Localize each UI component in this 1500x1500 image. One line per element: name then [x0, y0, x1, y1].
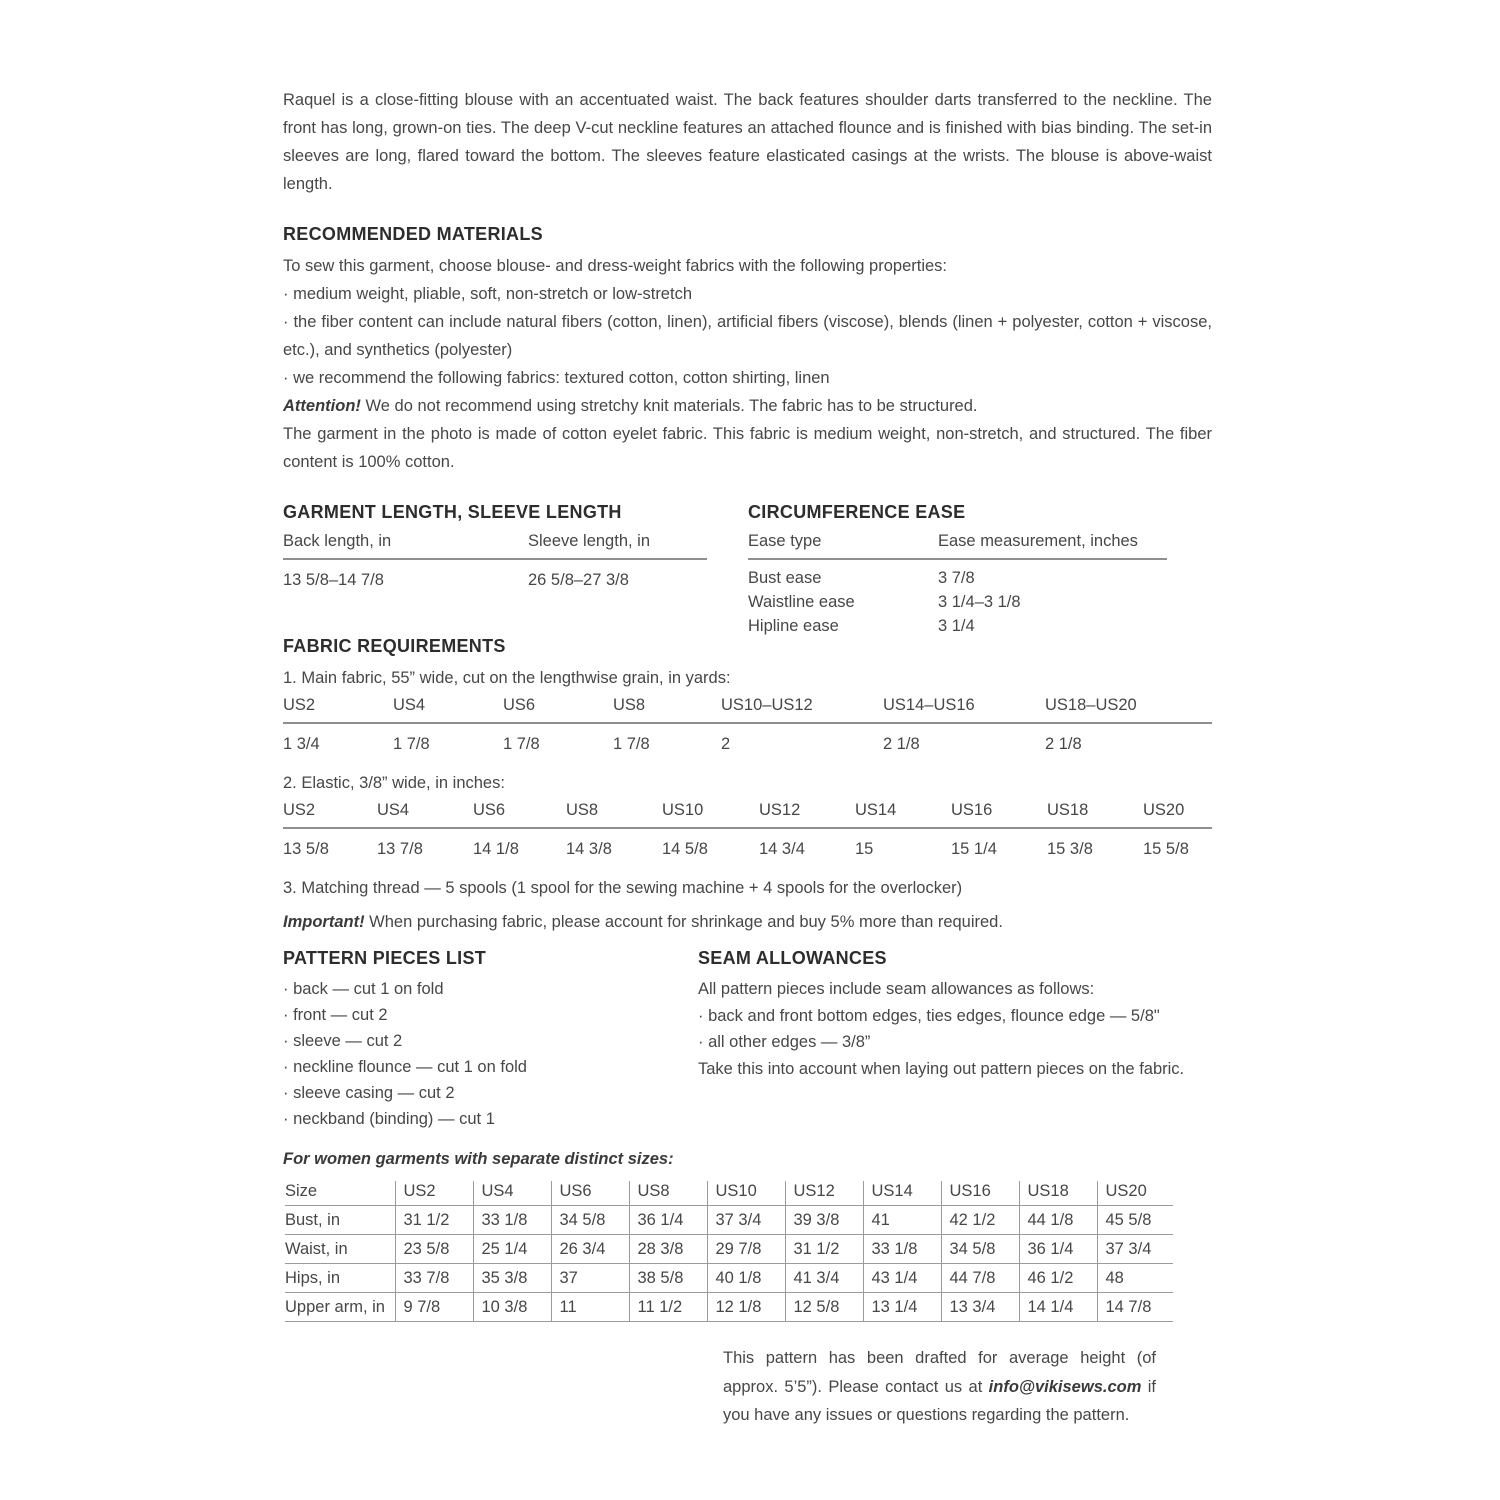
circumference-ease-section — [748, 500, 1167, 637]
table-cell: US14 — [855, 799, 951, 828]
table-cell: 9 7/8 — [395, 1293, 473, 1322]
table-cell: US20 — [1143, 799, 1212, 828]
table-cell: 15 — [855, 840, 874, 858]
table-header-row — [283, 799, 1212, 828]
pattern-piece-item: · neckline flounce — cut 1 on fold — [283, 1058, 527, 1076]
garment-length-section — [283, 500, 707, 591]
table-cell: Bust, in — [285, 1206, 395, 1235]
table-cell: 3 7/8 — [938, 569, 975, 587]
attention-label: Attention! — [283, 397, 361, 415]
table-cell: 29 7/8 — [707, 1235, 785, 1264]
table-header-row — [283, 530, 707, 559]
intro-paragraph: Raquel is a close-fitting blouse with an accentuated waist. The back features shoulder darts transferred to the neckline. The front has long, grown-on ties. The deep V-cut neckline features an attached flounce and is finished with bias binding. The set-in sleeves are long, flared toward the bottom. The sleeves feature elasticated casings at the wrists. The blouse is above-waist length. — [283, 91, 1212, 193]
seam-allowances-line: · all other edges — 3/8” — [698, 1033, 871, 1051]
table-cell: Size — [285, 1181, 395, 1206]
table-cell: 26 5/8–27 3/8 — [528, 571, 629, 589]
table-cell: US8 — [566, 799, 662, 828]
table-row — [285, 1264, 1173, 1293]
table-cell: Ease type — [748, 530, 938, 559]
table-cell: US18 — [1019, 1181, 1097, 1206]
table-cell: 37 3/4 — [707, 1206, 785, 1235]
table-row — [285, 1293, 1173, 1322]
table-cell: 13 5/8–14 7/8 — [283, 571, 384, 589]
table-cell: US14–US16 — [883, 694, 1045, 723]
table-cell: 46 1/2 — [1019, 1264, 1097, 1293]
elastic-table — [283, 799, 1212, 860]
table-cell: 28 3/8 — [629, 1235, 707, 1264]
table-cell: 13 1/4 — [863, 1293, 941, 1322]
table-cell: 23 5/8 — [395, 1235, 473, 1264]
table-cell: US4 — [377, 799, 473, 828]
table-cell: 45 5/8 — [1097, 1206, 1173, 1235]
table-header-row — [283, 694, 1212, 723]
table-cell: US16 — [951, 799, 1047, 828]
table-cell: Waist, in — [285, 1235, 395, 1264]
table-cell: 31 1/2 — [395, 1206, 473, 1235]
table-cell: US8 — [629, 1181, 707, 1206]
table-cell: 38 5/8 — [629, 1264, 707, 1293]
fabric-requirements-heading: FABRIC REQUIREMENTS — [283, 636, 506, 656]
table-cell: 15 1/4 — [951, 840, 997, 858]
table-cell: 13 5/8 — [283, 840, 329, 858]
table-cell: 14 1/4 — [1019, 1293, 1097, 1322]
footer-text-after: if you have any issues or questions regarding the pattern. — [723, 1377, 1157, 1424]
table-cell: 3 1/4–3 1/8 — [938, 593, 1021, 611]
table-cell: 36 1/4 — [1019, 1235, 1097, 1264]
table-header-row — [748, 530, 1167, 559]
table-cell: US4 — [393, 694, 503, 723]
table-cell: 43 1/4 — [863, 1264, 941, 1293]
seam-allowances-section — [698, 946, 1214, 1082]
thread-note: 3. Matching thread — 5 spools (1 spool for the sewing machine + 4 spools for the overlocker) — [283, 879, 963, 897]
materials-photo-note: The garment in the photo is made of cotton eyelet fabric. This fabric is medium weight, non-stretch, and structured. The fiber content is 100% cotton. — [283, 425, 1212, 471]
table-cell: US6 — [503, 694, 613, 723]
table-cell: 2 1/8 — [883, 735, 920, 753]
materials-bullet: · the fiber content can include natural fibers (cotton, linen), artificial fibers (viscose), blends (linen + polyester, cotton + viscose, etc.), and synthetics (polyester) — [283, 313, 1212, 359]
table-cell: 25 1/4 — [473, 1235, 551, 1264]
table-cell: 1 7/8 — [393, 735, 430, 753]
attention-text: We do not recommend using stretchy knit materials. The fabric has to be structured. — [360, 397, 978, 415]
table-row — [748, 559, 1167, 589]
table-cell: 34 5/8 — [941, 1235, 1019, 1264]
table-cell: 12 5/8 — [785, 1293, 863, 1322]
pattern-piece-item: · sleeve casing — cut 2 — [283, 1084, 455, 1102]
elastic-label: 2. Elastic, 3/8” wide, in inches: — [283, 774, 505, 792]
table-cell: 42 1/2 — [941, 1206, 1019, 1235]
pattern-piece-item: · back — cut 1 on fold — [283, 980, 444, 998]
table-cell: 31 1/2 — [785, 1235, 863, 1264]
important-note — [283, 908, 1212, 936]
pattern-piece-item: · front — cut 2 — [283, 1006, 388, 1024]
table-cell: US18 — [1047, 799, 1143, 828]
table-cell: 41 — [863, 1206, 941, 1235]
table-cell: 36 1/4 — [629, 1206, 707, 1235]
table-cell: US10 — [707, 1181, 785, 1206]
table-cell: 44 7/8 — [941, 1264, 1019, 1293]
table-cell: 14 1/8 — [473, 840, 519, 858]
size-measurements-table — [285, 1181, 1173, 1322]
table-cell: 14 7/8 — [1097, 1293, 1173, 1322]
table-cell: Upper arm, in — [285, 1293, 395, 1322]
recommended-materials-section — [283, 222, 1212, 476]
table-cell: 41 3/4 — [785, 1264, 863, 1293]
table-cell: Bust ease — [748, 569, 822, 587]
table-cell: 12 1/8 — [707, 1293, 785, 1322]
table-cell: US18–US20 — [1045, 694, 1212, 723]
garment-length-table — [283, 530, 707, 591]
table-cell: 48 — [1097, 1264, 1173, 1293]
seam-allowances-line: · back and front bottom edges, ties edges, flounce edge — 5/8" — [698, 1006, 1160, 1025]
table-cell: 33 1/8 — [863, 1235, 941, 1264]
pattern-pieces-section — [283, 946, 683, 1132]
materials-bullet: · medium weight, pliable, soft, non-stretch or low-stretch — [283, 285, 692, 303]
table-cell: US12 — [759, 799, 855, 828]
table-row — [283, 723, 1212, 755]
table-cell: Ease measurement, inches — [938, 530, 1167, 559]
table-cell: 1 7/8 — [613, 735, 650, 753]
table-cell: 33 7/8 — [395, 1264, 473, 1293]
table-header-row — [285, 1181, 1173, 1206]
table-row — [285, 1235, 1173, 1264]
footer-text-before: This pattern has been drafted for average height (of approx. 5’5”). Please contact us at — [723, 1349, 1156, 1396]
table-cell: US16 — [941, 1181, 1019, 1206]
table-cell: Hipline ease — [748, 617, 839, 635]
materials-bullet: · we recommend the following fabrics: textured cotton, cotton shirting, linen — [283, 369, 830, 387]
table-cell: 1 3/4 — [283, 735, 320, 753]
table-cell: US10 — [662, 799, 759, 828]
pattern-piece-item: · neckband (binding) — cut 1 — [283, 1110, 495, 1128]
table-row — [283, 828, 1212, 860]
table-cell: US20 — [1097, 1181, 1173, 1206]
table-cell: Waistline ease — [748, 593, 855, 611]
table-cell: 15 3/8 — [1047, 840, 1093, 858]
important-text: When purchasing fabric, please account for shrinkage and buy 5% more than required. — [364, 913, 1003, 931]
fabric-requirements-section — [283, 634, 1212, 936]
table-cell: US2 — [283, 694, 393, 723]
table-cell: 44 1/8 — [1019, 1206, 1097, 1235]
table-cell: 14 5/8 — [662, 840, 708, 858]
table-row — [285, 1206, 1173, 1235]
circumference-ease-table — [748, 530, 1167, 637]
table-cell: 14 3/4 — [759, 840, 805, 858]
pattern-piece-item: · sleeve — cut 2 — [283, 1032, 403, 1050]
table-row — [748, 589, 1167, 613]
table-cell: 11 1/2 — [629, 1293, 707, 1322]
table-cell: 2 — [721, 735, 731, 753]
table-cell: US4 — [473, 1181, 551, 1206]
table-cell: 10 3/8 — [473, 1293, 551, 1322]
table-cell: US6 — [473, 799, 566, 828]
pattern-pieces-heading: PATTERN PIECES LIST — [283, 948, 487, 968]
table-cell: Hips, in — [285, 1264, 395, 1293]
table-cell: 1 7/8 — [503, 735, 540, 753]
table-cell: 13 7/8 — [377, 840, 423, 858]
main-fabric-label: 1. Main fabric, 55” wide, cut on the lengthwise grain, in yards: — [283, 669, 731, 687]
table-cell: 34 5/8 — [551, 1206, 629, 1235]
table-cell: Back length, in — [283, 530, 528, 559]
table-cell: 15 5/8 — [1143, 840, 1189, 858]
circumference-ease-heading: CIRCUMFERENCE EASE — [748, 502, 966, 522]
table-cell: US8 — [613, 694, 721, 723]
table-cell: 3 1/4 — [938, 617, 975, 635]
table-cell: US10–US12 — [721, 694, 883, 723]
table-cell: 2 1/8 — [1045, 735, 1082, 753]
table-cell: US2 — [395, 1181, 473, 1206]
recommended-materials-heading: RECOMMENDED MATERIALS — [283, 224, 543, 244]
attention-note — [283, 392, 1212, 420]
seam-allowances-heading: SEAM ALLOWANCES — [698, 948, 887, 968]
table-cell: Sleeve length, in — [528, 530, 707, 559]
table-cell: 14 3/8 — [566, 840, 612, 858]
table-cell: 35 3/8 — [473, 1264, 551, 1293]
footer-note — [723, 1344, 1156, 1430]
contact-email-link[interactable]: info@vikisews.com — [988, 1377, 1142, 1396]
table-cell: US14 — [863, 1181, 941, 1206]
table-cell: 37 3/4 — [1097, 1235, 1173, 1264]
table-cell: US2 — [283, 799, 377, 828]
table-cell: US6 — [551, 1181, 629, 1206]
table-cell: 40 1/8 — [707, 1264, 785, 1293]
table-row — [283, 559, 707, 591]
table-cell: US12 — [785, 1181, 863, 1206]
seam-allowances-line: Take this into account when laying out pattern pieces on the fabric. — [698, 1059, 1185, 1078]
materials-lead: To sew this garment, choose blouse- and dress-weight fabrics with the following properties: — [283, 257, 947, 275]
size-table-note: For women garments with separate distinct sizes: — [283, 1150, 674, 1168]
table-cell: 26 3/4 — [551, 1235, 629, 1264]
table-cell: 13 3/4 — [941, 1293, 1019, 1322]
table-cell: 33 1/8 — [473, 1206, 551, 1235]
important-label: Important! — [283, 913, 365, 931]
garment-length-heading: GARMENT LENGTH, SLEEVE LENGTH — [283, 502, 622, 522]
seam-allowances-line: All pattern pieces include seam allowances as follows: — [698, 980, 1095, 998]
table-cell: 37 — [551, 1264, 629, 1293]
table-cell: 39 3/8 — [785, 1206, 863, 1235]
main-fabric-table — [283, 694, 1212, 755]
table-cell: 11 — [551, 1293, 629, 1322]
